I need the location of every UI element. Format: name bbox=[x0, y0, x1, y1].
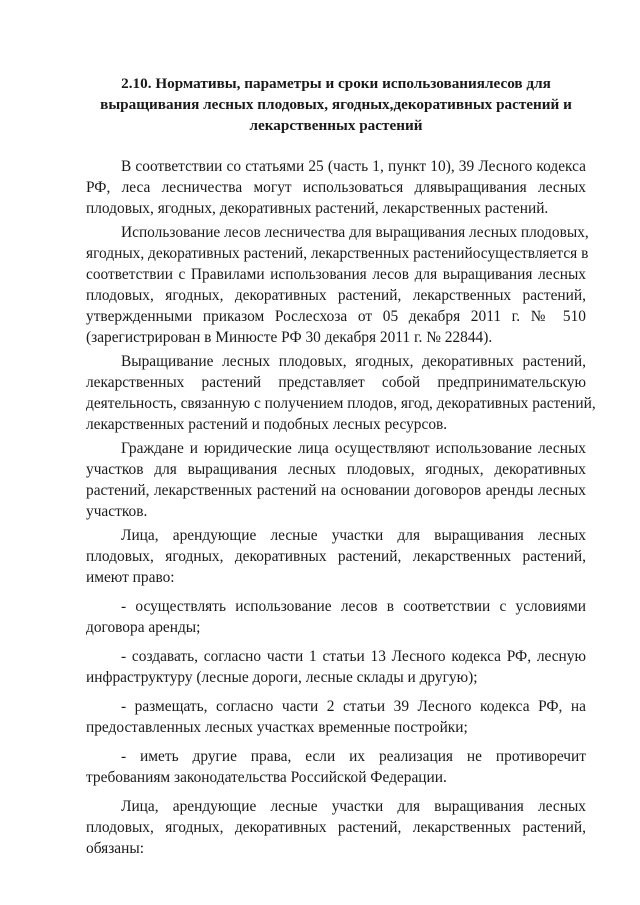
paragraph-line: лекарственных растений представляет собой предпринимательскую bbox=[86, 374, 586, 391]
paragraph bbox=[86, 796, 586, 859]
paragraph-line: Лица, арендующие лесные участки для выращивания лесных bbox=[121, 527, 586, 544]
paragraph-line: утвержденными приказом Рослесхоза от 05 декабря 2011 г. № 510 bbox=[86, 308, 586, 325]
paragraph-line: плодовых, ягодных, декоративных растений, лекарственных растений, bbox=[86, 548, 586, 565]
paragraph-line: лекарственных растений и подобных лесных ресурсов. bbox=[86, 416, 448, 433]
paragraph-line: (зарегистрирован в Минюсте РФ 30 декабря 2011 г. № 22844). bbox=[86, 329, 493, 346]
paragraph bbox=[86, 746, 586, 788]
paragraph-line: соответствии с Правилами использования лесов для выращивания лесных bbox=[86, 266, 586, 283]
heading-line: 2.10. Нормативы, параметры и сроки использованиялесов для bbox=[121, 75, 551, 92]
paragraph-line: обязаны: bbox=[86, 840, 144, 857]
paragraph bbox=[86, 646, 586, 688]
paragraph-line: - осуществлять использование лесов в соответствии с условиями bbox=[121, 598, 586, 615]
paragraph-line: деятельность, связанную с получением плодов, ягод, декоративных растений, bbox=[86, 395, 596, 412]
paragraph-line: РФ, леса лесничества могут использоваться длявыращивания лесных bbox=[86, 179, 586, 196]
paragraph-line: инфраструктуру (лесные дороги, лесные склады и другую); bbox=[86, 669, 478, 686]
paragraph-line: требованиям законодательства Российской Федерации. bbox=[86, 769, 447, 786]
paragraph bbox=[86, 696, 586, 738]
paragraph-line: плодовых, ягодных, декоративных растений, лекарственных растений. bbox=[86, 200, 549, 217]
paragraph bbox=[86, 596, 586, 638]
section-heading bbox=[86, 73, 586, 136]
paragraph-line: плодовых, ягодных, декоративных растений, лекарственных растений, bbox=[86, 819, 586, 836]
paragraph-line: Использование лесов лесничества для выращивания лесных плодовых, bbox=[121, 224, 589, 241]
body-text bbox=[86, 156, 596, 859]
paragraph-line: участков. bbox=[86, 503, 148, 520]
paragraph bbox=[86, 351, 596, 435]
paragraph bbox=[86, 222, 589, 348]
paragraph-line: - создавать, согласно части 1 статьи 13 Лесного кодекса РФ, лесную bbox=[121, 648, 586, 665]
paragraph-line: растений, лекарственных растений на основании договоров аренды лесных bbox=[86, 482, 586, 499]
paragraph-line: участков для выращивания лесных плодовых, ягодных, декоративных bbox=[86, 461, 586, 478]
paragraph-line: Граждане и юридические лица осуществляют использование лесных bbox=[121, 440, 586, 457]
paragraph-line: - иметь другие права, если их реализация не противоречит bbox=[121, 748, 586, 765]
paragraph bbox=[86, 156, 586, 219]
paragraph-line: - размещать, согласно части 2 статьи 39 Лесного кодекса РФ, на bbox=[121, 698, 586, 715]
paragraph bbox=[86, 438, 586, 522]
paragraph-line: Выращивание лесных плодовых, ягодных, декоративных растений, bbox=[121, 353, 586, 370]
paragraph bbox=[86, 525, 586, 588]
paragraph-line: договора аренды; bbox=[86, 619, 201, 636]
paragraph-line: плодовых, ягодных, декоративных растений, лекарственных растений, bbox=[86, 287, 586, 304]
paragraph-line: В соответствии со статьями 25 (часть 1, пункт 10), 39 Лесного кодекса bbox=[121, 158, 586, 175]
paragraph-line: предоставленных лесных участках временные постройки; bbox=[86, 719, 468, 736]
document-page bbox=[86, 73, 596, 867]
paragraph-line: ягодных, декоративных растений, лекарственных растенийосуществляется в bbox=[86, 245, 589, 262]
heading-line: выращивания лесных плодовых, ягодных,декоративных растений и bbox=[100, 96, 572, 113]
heading-line: лекарственных растений bbox=[249, 117, 423, 134]
paragraph-line: Лица, арендующие лесные участки для выращивания лесных bbox=[121, 798, 586, 815]
paragraph-line: имеют право: bbox=[86, 569, 175, 586]
